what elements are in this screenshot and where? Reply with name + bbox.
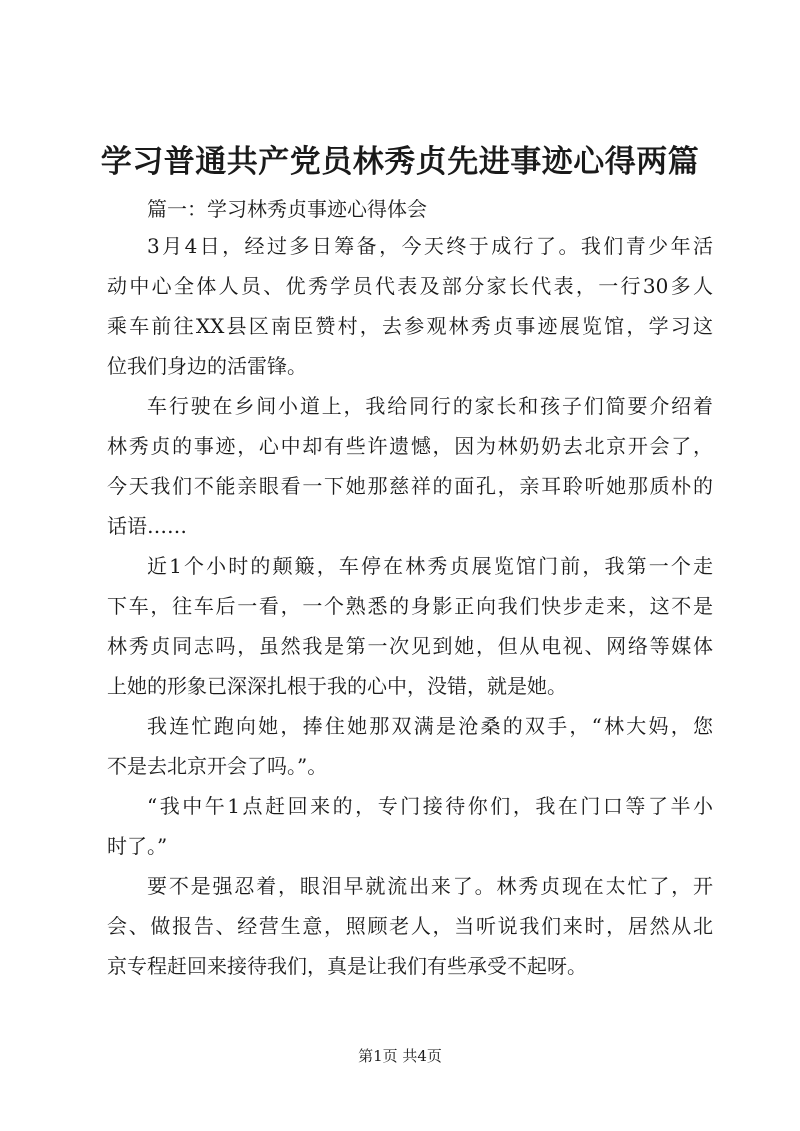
text-line: 林秀贞的事迹，心中却有些许遗憾，因为林奶奶去北京开会了， xyxy=(107,434,713,458)
paragraph-3 xyxy=(107,546,713,706)
text-line: 会、做报告、经营生意，照顾老人，当听说我们来时，居然从北 xyxy=(107,914,713,938)
text-line: 位我们身边的活雷锋。 xyxy=(107,354,307,378)
paragraph-2 xyxy=(107,386,713,546)
text-line: 动中心全体人员、优秀学员代表及部分家长代表，一行30多人 xyxy=(107,274,713,298)
paragraph-6 xyxy=(107,866,713,986)
text-line: 时了。” xyxy=(107,834,168,858)
text-line: 要不是强忍着，眼泪早就流出来了。林秀贞现在太忙了，开 xyxy=(147,874,713,898)
paragraph-5 xyxy=(107,786,713,866)
text-line: 话语…… xyxy=(107,514,187,538)
text-line: 上她的形象已深深扎根于我的心中，没错，就是她。 xyxy=(107,674,567,698)
text-line: 乘车前往XX县区南臣赞村，去参观林秀贞事迹展览馆，学习这 xyxy=(107,314,713,338)
text-line: 我连忙跑向她，捧住她那双满是沧桑的双手，“林大妈，您 xyxy=(147,714,713,738)
text-line: 车行驶在乡间小道上，我给同行的家长和孩子们简要介绍着 xyxy=(147,394,713,418)
text-line: “我中午1点赶回来的，专门接待你们，我在门口等了半小 xyxy=(147,794,713,818)
text-line: 京专程赶回来接待我们，真是让我们有些承受不起呀。 xyxy=(107,954,587,978)
text-line: 下车，往车后一看，一个熟悉的身影正向我们快步走来，这不是 xyxy=(107,594,713,618)
text-line: 今天我们不能亲眼看一下她那慈祥的面孔，亲耳聆听她那质朴的 xyxy=(107,474,713,498)
text-line: 林秀贞同志吗，虽然我是第一次见到她，但从电视、网络等媒体 xyxy=(107,634,713,658)
page-number: 第1页 共4页 xyxy=(358,1047,442,1065)
page-title: 学习普通共产党员林秀贞先进事迹心得两篇 xyxy=(100,144,700,180)
text-line: 3月4日，经过多日筹备，今天终于成行了。我们青少年活 xyxy=(147,234,713,258)
text-line: 近1个小时的颠簸，车停在林秀贞展览馆门前，我第一个走 xyxy=(147,554,713,578)
paragraph-4 xyxy=(107,706,713,786)
paragraph-1 xyxy=(107,226,713,386)
text-line: 不是去北京开会了吗。”。 xyxy=(107,754,328,778)
section-heading: 篇一：学习林秀贞事迹心得体会 xyxy=(147,197,427,221)
